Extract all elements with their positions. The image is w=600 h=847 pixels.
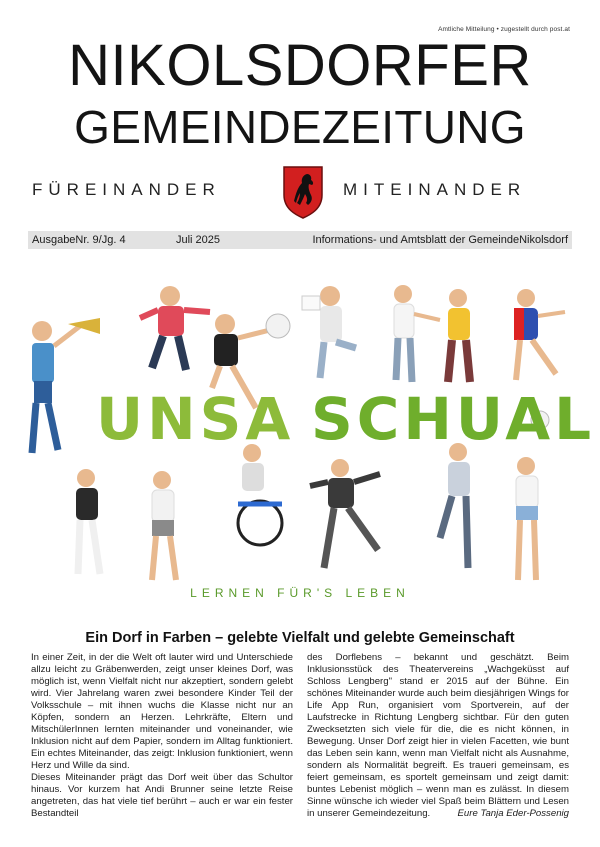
masthead-title-line1: NIKOLSDORFER [68, 33, 532, 98]
child-figure [76, 469, 176, 580]
issue-number: AusgabeNr. 9/Jg. 4 [32, 234, 126, 246]
child-figure [440, 443, 538, 580]
cover-headline-word2: SCHUAL [311, 385, 596, 453]
article-paragraph: des Dorflebens – bekannt und geschätzt. Beim Inklusionsstück des Theatervereins „Wachgeküsst auf Schloss Lengberg" stand er 2015 auf der Bühne. Ein schönes Miteinander wurde auch beim diesjährigen Wings for Life App Run, organisiert vom Sportverein, auf der Laufstrecke in Richtung Lengberg sichtbar. Für den guten Zwecksetzten sich viele für die, die es nicht können, in Bewegung. Unser Dorf zeigt hier in vielen Facetten, wie bunt das Leben sein kann, wenn man Vielfalt nicht als Ausnahme, sondern als Normalität begreift. Es traueri gemeinsam, es feiert gemeinsam, es sportelt gemeinsam und zeigt damit: buntes Lebenist möglich – wenn man es zulässt. In diesem Sinne wünsche ich wieder viel Spaß beim Blättern und Lesen in unserer Gemeindezeitung. [307, 652, 569, 819]
issue-info-bar [28, 231, 572, 249]
child-figure [394, 285, 470, 382]
motto-left: FÜREINANDER [32, 180, 221, 199]
publication-description: Informations- und Amtsblatt der GemeindeNikolsdorf [312, 234, 568, 246]
article-signature: Eure Tanja Eder-Possenig [457, 808, 569, 819]
mailing-notice: Amtliche Mitteilung • zugestellt durch post.at [438, 26, 570, 33]
article-paragraph: Dieses Miteinander prägt das Dorf weit über das Schultor hinaus. Vor kurzem hat Andi Brunner seine letzte Reise angetreten, das hat viele tief berührt – auch er war ein fester Bestandteil [31, 772, 293, 819]
cover-headline-art [96, 385, 596, 453]
article-column-right [307, 652, 569, 820]
cover-tagline: LERNEN FÜR'S LEBEN [190, 586, 410, 600]
coat-of-arms-icon [282, 165, 324, 219]
child-figure [302, 286, 356, 378]
cover-headline-word1: UNSA [96, 385, 295, 453]
child-figure [32, 318, 100, 453]
masthead-title-line2: GEMEINDEZEITUNG [74, 101, 526, 153]
article-paragraph: In einer Zeit, in der die Welt oft lauter wird und Unterschiede allzu leicht zu Gräbenwerden, zeigt unser kleines Dorf, was möglich ist, wenn Vielfalt nicht nur akzeptiert, sondern gelebt wird. Vier Jahrelang waren zwei besondere Kinder Teil der Volksschule – mit ihnen wuchs die Klasse nicht nur an Köpfen, sondern an Herzen. Lehrkräfte, Eltern und MitschülerInnen lernten miteinander und voneinander, wie Inklusion nicht auf dem Papier, sondern im Alltag funktioniert. Ein echtes Miteinander, das zeigt: Inklusion funktioniert, wenn Herz und Wille da sind. [31, 652, 293, 771]
issue-date: Juli 2025 [176, 234, 221, 246]
article-title: Ein Dorf in Farben – gelebte Vielfalt und gelebte Gemeinschaft [85, 630, 515, 646]
article-column-left [31, 652, 293, 820]
child-figure [310, 459, 380, 568]
wheelchair-child-figure [238, 444, 282, 545]
child-figure [140, 286, 210, 370]
motto-bar [0, 165, 600, 225]
motto-right: MITEINANDER [343, 180, 527, 199]
